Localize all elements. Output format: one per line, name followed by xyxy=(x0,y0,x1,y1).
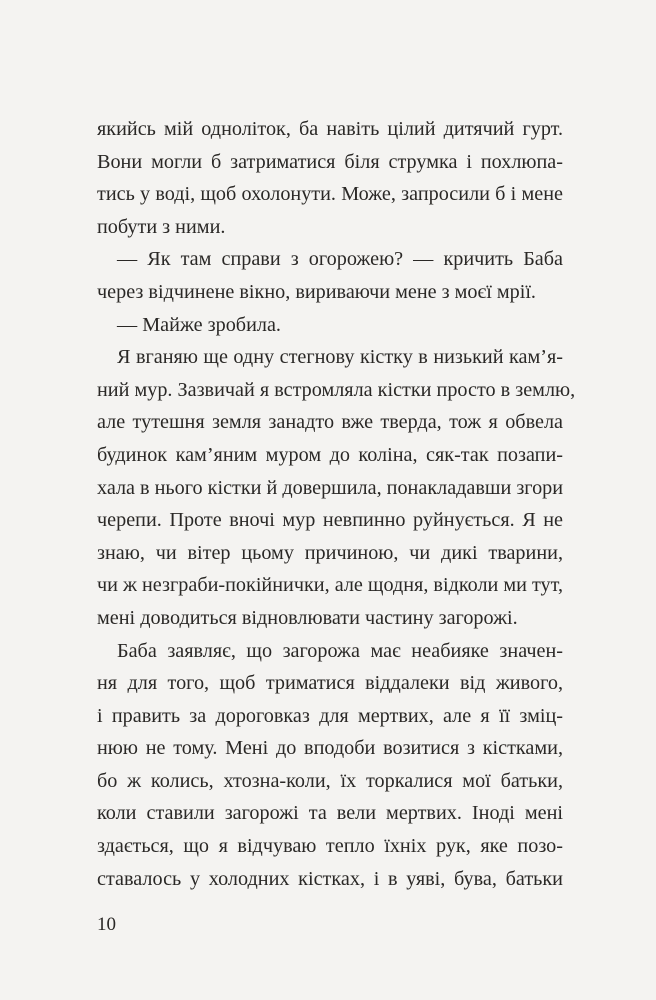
text-line: знаю, чи вітер цьому причиною, чи дикі тварини, xyxy=(97,541,563,564)
text-line: черепи. Проте вночі мур невпинно руйнується. Я не xyxy=(97,509,563,532)
text-line: через відчинене вікно, вириваючи мене з моєї мрії. xyxy=(97,280,536,303)
dialogue-line: — Як там справи з огорожею? — кричить Баба xyxy=(117,248,563,271)
text-line: коли ставили загорожі та вели мертвих. Іноді мені xyxy=(97,802,563,825)
text-line: чи ж незграби-покійнички, але щодня, відколи ми тут, xyxy=(97,574,563,597)
text-line: ня для того, щоб триматися віддалеки від живого, xyxy=(97,672,563,695)
page-body-text xyxy=(97,113,576,895)
text-line: мені доводиться відновлювати частину загорожі. xyxy=(97,606,518,629)
page-number: 10 xyxy=(97,914,116,935)
text-line: і править за дороговказ для мертвих, але я її зміц- xyxy=(97,704,563,727)
text-line: Вони могли б затриматися біля струмка і похлюпа- xyxy=(97,150,563,173)
text-line: ний мур. Зазвичай я встромляла кістки просто в землю, xyxy=(97,378,576,401)
text-line: побути з ними. xyxy=(97,215,226,238)
text-line: здається, що я відчуваю тепло їхніх рук, яке позо- xyxy=(97,835,563,858)
dialogue-line: — Майже зробила. xyxy=(117,313,281,336)
paragraph-start-line: Баба заявляє, що загорожа має неабияке значен- xyxy=(117,639,563,662)
text-line: якийсь мій одноліток, ба навіть цілий дитячий гурт. xyxy=(97,118,563,140)
text-line: але тутешня земля занадто вже тверда, тож я обвела xyxy=(97,411,563,434)
text-line: хала в нього кістки й довершила, понакладавши згори xyxy=(97,476,564,499)
text-line: будинок кам’яним муром до коліна, сяк-так позапи- xyxy=(97,443,563,466)
text-line: нюю не тому. Мені до вподоби возитися з кістками, xyxy=(97,737,563,760)
text-line: ставалось у холодних кістках, і в уяві, бува, батьки xyxy=(97,867,563,890)
paragraph-start-line: Я вганяю ще одну стегнову кістку в низький кам’я- xyxy=(117,346,563,369)
text-line: бо ж колись, хтозна-коли, їх торкалися мої батьки, xyxy=(97,769,563,792)
text-line: тись у воді, щоб охолонути. Може, запросили б і мене xyxy=(97,183,563,206)
